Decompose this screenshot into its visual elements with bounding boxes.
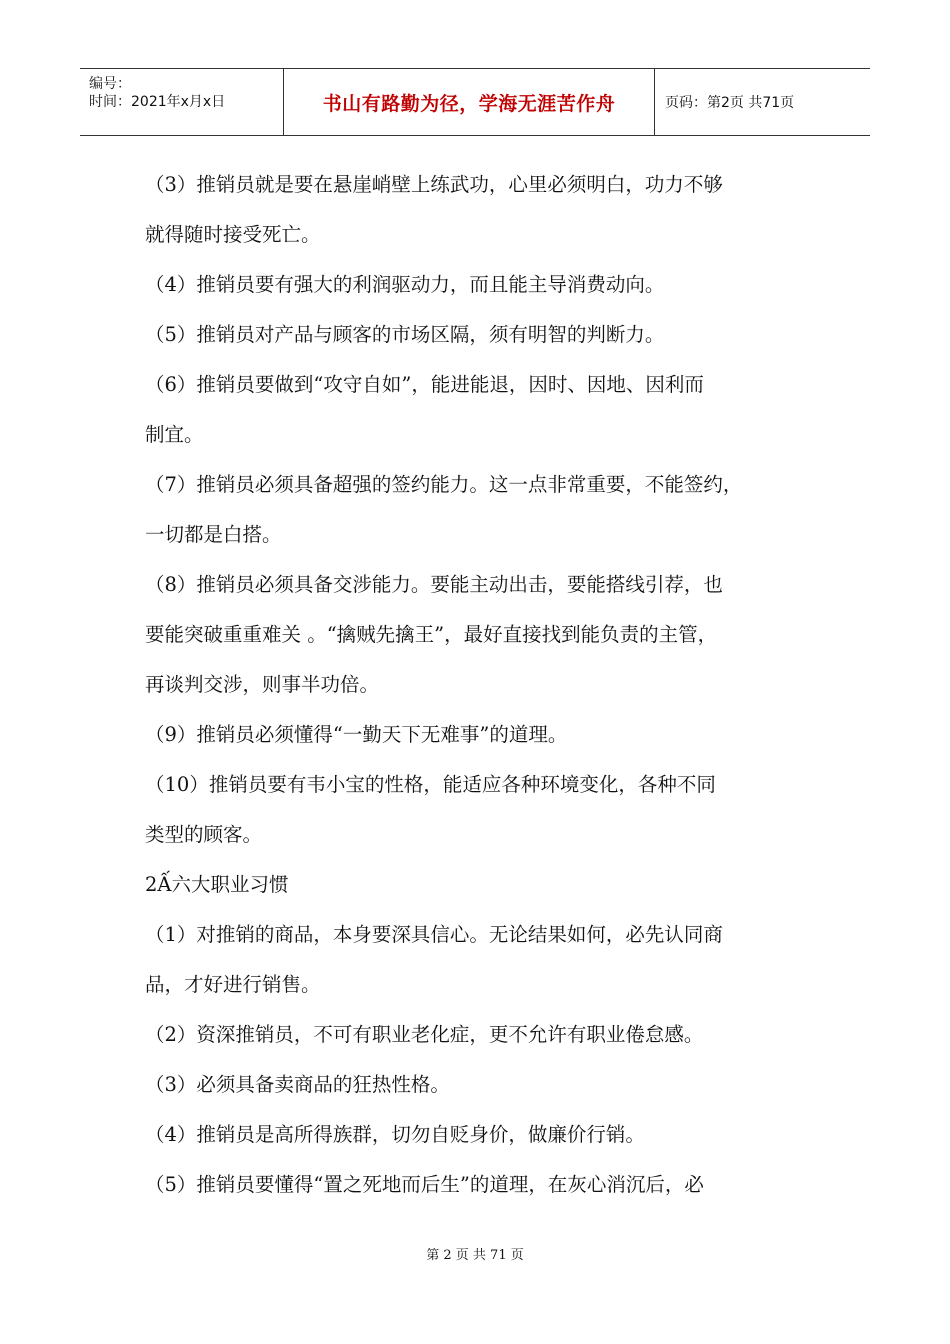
paragraph-line: （2）资深推销员，不可有职业老化症，更不允许有职业倦怠感。 bbox=[145, 1023, 704, 1046]
paragraph-line: 制宜。 bbox=[145, 423, 204, 446]
number-label: 编号： bbox=[89, 76, 131, 92]
paragraph-line: （3）必须具备卖商品的狂热性格。 bbox=[145, 1073, 450, 1096]
section-heading: 2Ấ六大职业习惯 bbox=[145, 873, 289, 896]
paragraph-line: （8）推销员必须具备交涉能力。要能主动出击，要能搭线引荐，也 bbox=[145, 573, 723, 596]
page-header bbox=[80, 68, 870, 136]
paragraph-line: 再谈判交涉，则事半功倍。 bbox=[145, 673, 380, 696]
header-motto-cell bbox=[283, 69, 655, 135]
paragraph-line: 品，才好进行销售。 bbox=[145, 973, 321, 996]
paragraph-line: （9）推销员必须懂得“一勤天下无难事”的道理。 bbox=[145, 723, 568, 746]
paragraph-line: 类型的顾客。 bbox=[145, 823, 263, 846]
paragraph-line: （4）推销员要有强大的利润驱动力，而且能主导消费动向。 bbox=[145, 273, 665, 296]
header-meta bbox=[80, 69, 283, 135]
paragraph-line: （4）推销员是高所得族群，切勿自贬身价，做廉价行销。 bbox=[145, 1123, 645, 1146]
header-page-info: 页码：第2页 共71页 bbox=[665, 95, 795, 111]
paragraph-line: （5）推销员要懂得“置之死地而后生”的道理，在灰心消沉后，必 bbox=[145, 1173, 704, 1196]
paragraph-line: 一切都是白搭。 bbox=[145, 523, 282, 546]
paragraph-line: （5）推销员对产品与顾客的市场区隔，须有明智的判断力。 bbox=[145, 323, 665, 346]
paragraph-line: （1）对推销的商品，本身要深具信心。无论结果如何，必先认同商 bbox=[145, 923, 723, 946]
page-footer: 第 2 页 共 71 页 bbox=[426, 1248, 524, 1263]
paragraph-line: 要能突破重重难关 。“擒贼先擒王”，最好直接找到能负责的主管， bbox=[145, 623, 718, 646]
paragraph-line: （3）推销员就是要在悬崖峭壁上练武功，心里必须明白，功力不够 bbox=[145, 173, 723, 196]
paragraph-line: （7）推销员必须具备超强的签约能力。这一点非常重要，不能签约， bbox=[145, 473, 743, 496]
paragraph-line: 就得随时接受死亡。 bbox=[145, 223, 321, 246]
motto: 书山有路勤为径，学海无涯苦作舟 bbox=[322, 92, 616, 115]
paragraph-line: （6）推销员要做到“攻守自如”，能进能退，因时、因地、因利而 bbox=[145, 373, 704, 396]
body-text bbox=[145, 160, 825, 1210]
date-label: 时间：2021年x月x日 bbox=[89, 94, 226, 110]
paragraph-line: （10）推销员要有韦小宝的性格，能适应各种环境变化，各种不同 bbox=[145, 773, 716, 796]
